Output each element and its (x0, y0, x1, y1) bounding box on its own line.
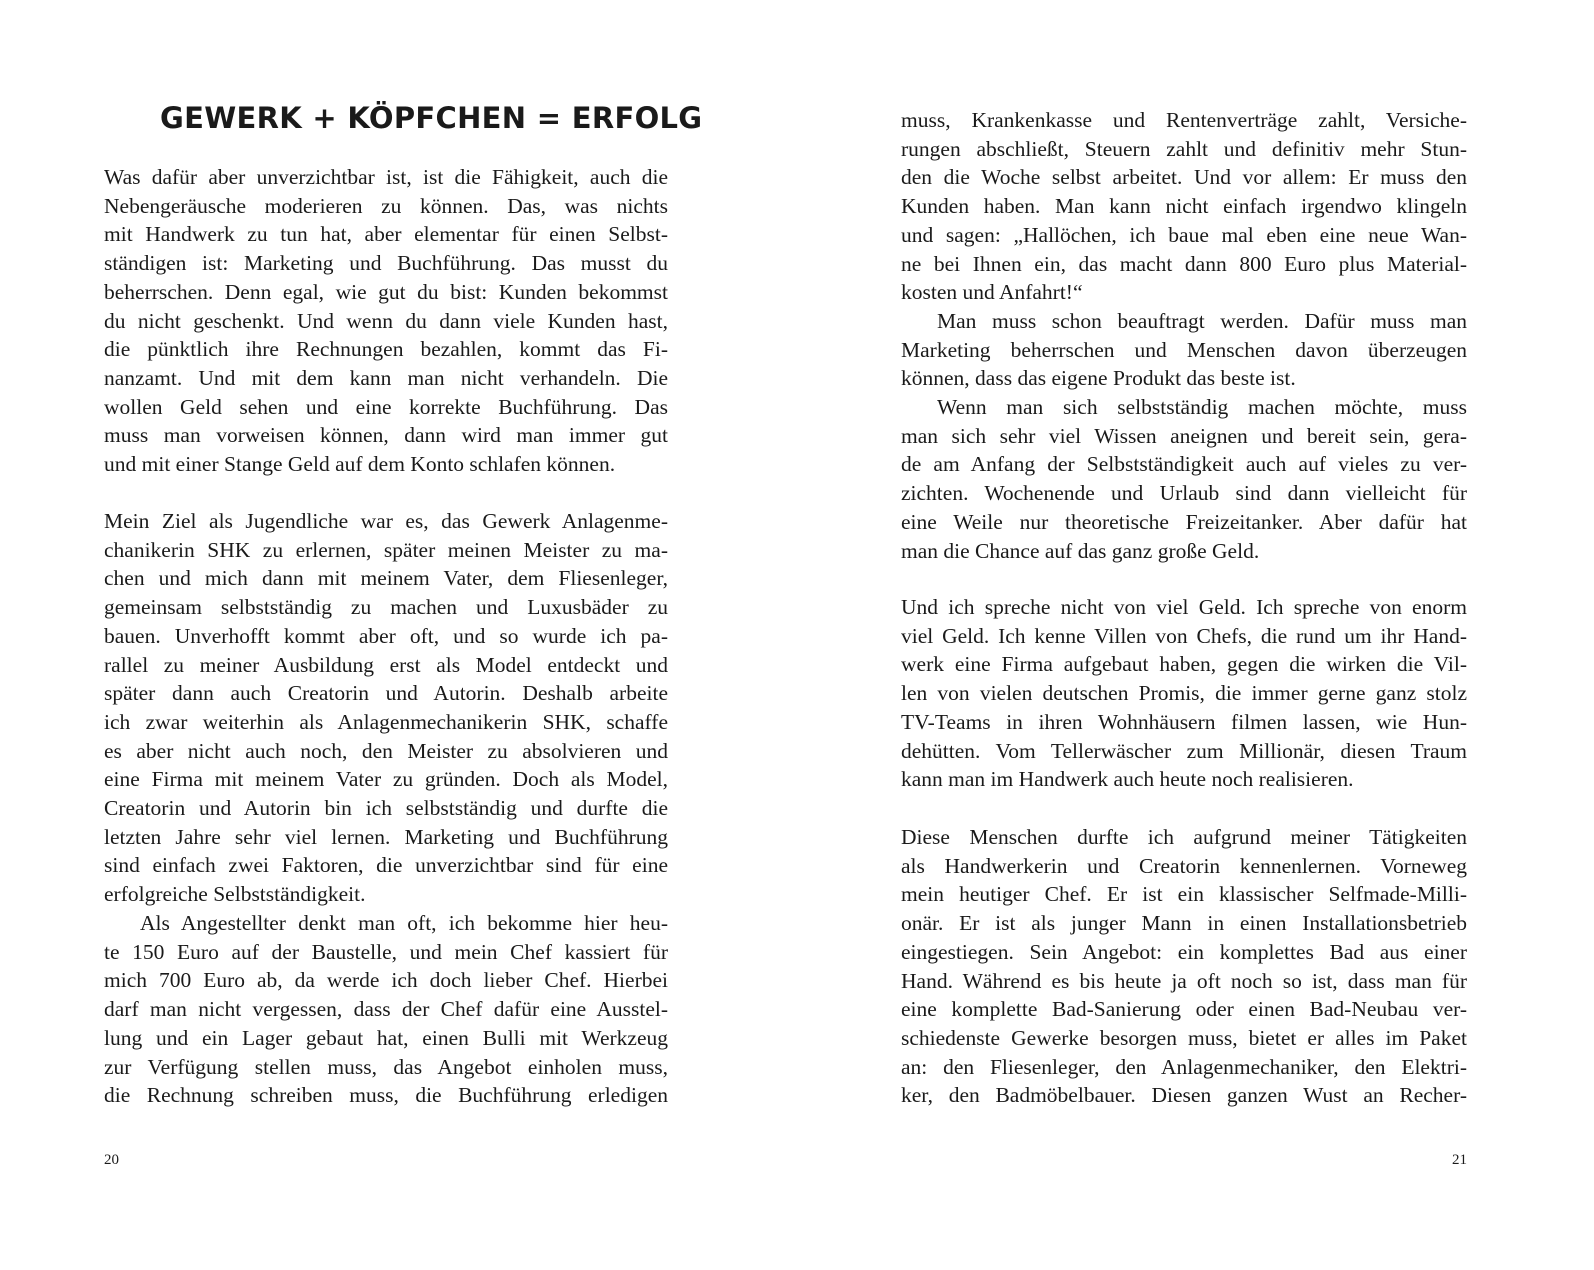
text-line: Hand. Während es bis heute ja oft noch so ist, dass man für (901, 968, 1467, 993)
text-line: eine Firma mit meinem Vater zu gründen. Doch als Model, (104, 767, 668, 792)
text-line: len von vielen deutschen Promis, die immer gerne ganz stolz (901, 681, 1467, 706)
text-line: ich zwar weiterhin als Anlagenmechanikerin SHK, schaffe (104, 709, 668, 734)
text-line: Als Angestellter denkt man oft, ich bekomme hier heu- (140, 911, 668, 935)
text-line: die Rechnung schreiben muss, die Buchführung erledigen (104, 1083, 668, 1108)
text-line: TV-Teams in ihren Wohnhäusern filmen lassen, wie Hun- (901, 709, 1467, 734)
text-line: mein heutiger Chef. Er ist ein klassischer Selfmade-Milli- (901, 882, 1467, 907)
text-line: Marketing beherrschen und Menschen davon überzeugen (901, 337, 1467, 362)
text-line: Nebengeräusche moderieren zu können. Das, was nichts (104, 193, 668, 218)
left-paragraph-1 (104, 163, 668, 479)
text-line: muss man vorweisen können, dann wird man immer gut (104, 423, 668, 448)
text-line: rallel zu meiner Ausbildung erst als Model entdeckt und (104, 652, 668, 677)
text-line: Creatorin und Autorin bin ich selbstständig und durfte die (104, 796, 668, 821)
text-line: lung und ein Lager gebaut hat, einen Bulli mit Werkzeug (104, 1025, 668, 1050)
text-line: ne bei Ihnen ein, das macht dann 800 Euro plus Material- (901, 251, 1467, 276)
text-line: eine Weile nur theoretische Freizeitanker. Aber dafür hat (901, 509, 1467, 534)
right-paragraph-5 (901, 823, 1467, 1110)
right-paragraph-4 (901, 593, 1467, 794)
text-line: zur Verfügung stellen muss, das Angebot einholen muss, (104, 1054, 668, 1079)
text-line: Was dafür aber unverzichtbar ist, ist die Fähigkeit, auch die (104, 165, 668, 189)
page-number-left: 20 (104, 1152, 119, 1168)
text-line: später dann auch Creatorin und Autorin. Deshalb arbeite (104, 681, 668, 706)
text-line: mit Handwerk zu tun hat, aber elementar für einen Selbst- (104, 222, 668, 247)
page-number-right: 21 (1452, 1152, 1467, 1168)
text-line: zichten. Wochenende und Urlaub sind dann vielleicht für (901, 481, 1467, 506)
text-line: werk eine Firma aufgebaut haben, gegen die wirken die Vil- (901, 652, 1467, 677)
text-line: du nicht geschenkt. Und wenn du dann viele Kunden hast, (104, 308, 668, 333)
text-line: Mein Ziel als Jugendliche war es, das Gewerk Anlagenme- (104, 509, 668, 533)
left-paragraph-3 (104, 909, 668, 1110)
right-paragraph-3 (901, 393, 1467, 565)
right-page (797, 0, 1594, 1270)
text-line: ständigen ist: Marketing und Buchführung. Das musst du (104, 251, 668, 276)
text-line: beherrschen. Denn egal, wie gut du bist: Kunden bekommst (104, 279, 668, 304)
text-line: letzten Jahre sehr viel lernen. Marketing und Buchführung (104, 824, 668, 849)
text-line: es aber nicht auch noch, den Meister zu absolvieren und (104, 738, 668, 763)
text-line: man die Chance auf das ganz große Geld. (901, 538, 1260, 563)
text-line: und sagen: „Hallöchen, ich baue mal eben eine neue Wan- (901, 222, 1467, 247)
text-line: bauen. Unverhofft kommt aber oft, und so wurde ich pa- (104, 623, 668, 648)
text-line: dehütten. Vom Tellerwäscher zum Millionär, diesen Traum (901, 738, 1467, 763)
text-line: eine komplette Bad-Sanierung oder einen Bad-Neubau ver- (901, 997, 1467, 1022)
text-line: gemeinsam selbstständig zu machen und Luxusbäder zu (104, 595, 668, 620)
right-paragraph-2 (901, 307, 1467, 393)
text-line: onär. Er ist als junger Mann in einen Installationsbetrieb (901, 911, 1467, 936)
text-line: ker, den Badmöbelbauer. Diesen ganzen Wust an Recher- (901, 1083, 1467, 1108)
text-line: darf man nicht vergessen, dass der Chef dafür eine Ausstel- (104, 997, 668, 1022)
text-line: sind einfach zwei Faktoren, die unverzichtbar sind für eine (104, 853, 668, 878)
text-line: muss, Krankenkasse und Rentenverträge zahlt, Versiche- (901, 108, 1467, 132)
text-line: viel Geld. Ich kenne Villen von Chefs, die rund um ihr Hand- (901, 623, 1467, 648)
text-line: als Handwerkerin und Creatorin kennenlernen. Vorneweg (901, 853, 1467, 878)
right-paragraph-1 (901, 106, 1467, 307)
text-line: an: den Fliesenleger, den Anlagenmechaniker, den Elektri- (901, 1054, 1467, 1079)
text-line: chen und mich dann mit meinem Vater, dem Fliesenleger, (104, 566, 668, 591)
text-line: Diese Menschen durfte ich aufgrund meiner Tätigkeiten (901, 825, 1467, 849)
left-paragraph-2 (104, 507, 668, 909)
text-line: Und ich spreche nicht von viel Geld. Ich spreche von enorm (901, 595, 1467, 619)
text-line: rungen abschließt, Steuern zahlt und definitiv mehr Stun- (901, 136, 1467, 161)
text-line: man sich sehr viel Wissen aneignen und bereit sein, gera- (901, 423, 1467, 448)
text-line: die pünktlich ihre Rechnungen bezahlen, kommt das Fi- (104, 337, 668, 362)
text-line: te 150 Euro auf der Baustelle, und mein Chef kassiert für (104, 939, 668, 964)
text-line: Kunden haben. Man kann nicht einfach irgendwo klingeln (901, 194, 1467, 219)
text-line: eingestiegen. Sein Angebot: ein komplettes Bad aus einer (901, 939, 1467, 964)
text-line: nanzamt. Und mit dem kann man nicht verhandeln. Die (104, 365, 668, 390)
text-line: schiedenste Gewerke besorgen muss, bietet er alles im Paket (901, 1025, 1467, 1050)
text-line: Man muss schon beauftragt werden. Dafür muss man (937, 309, 1467, 333)
text-line: de am Anfang der Selbstständigkeit auch auf vieles zu ver- (901, 452, 1467, 477)
text-line: mich 700 Euro ab, da werde ich doch lieber Chef. Hierbei (104, 968, 668, 993)
text-line: erfolgreiche Selbstständigkeit. (104, 882, 366, 907)
text-line: und mit einer Stange Geld auf dem Konto schlafen können. (104, 452, 616, 477)
text-line: den die Woche selbst arbeitet. Und vor allem: Er muss den (901, 165, 1467, 190)
text-line: können, dass das eigene Produkt das beste ist. (901, 366, 1296, 391)
text-line: wollen Geld sehen und eine korrekte Buchführung. Das (104, 394, 668, 419)
text-line: Wenn man sich selbstständig machen möchte, muss (937, 395, 1467, 419)
text-line: kosten und Anfahrt!“ (901, 280, 1083, 305)
text-line: chanikerin SHK zu erlernen, später meinen Meister zu ma- (104, 537, 668, 562)
text-line: kann man im Handwerk auch heute noch realisieren. (901, 767, 1354, 792)
chapter-title: GEWERK + KÖPFCHEN = ERFOLG (160, 101, 703, 135)
